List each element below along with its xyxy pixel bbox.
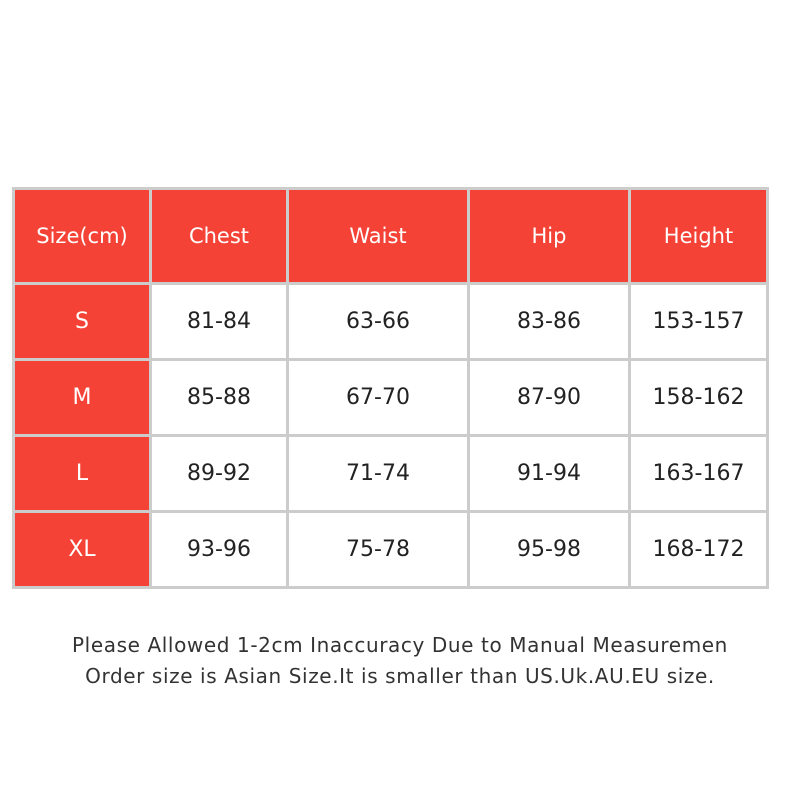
chest-cell: 81-84	[151, 284, 288, 360]
size-notes	[0, 630, 800, 692]
header-chest: Chest	[151, 189, 288, 284]
header-hip: Hip	[469, 189, 630, 284]
size-cell: S	[14, 284, 151, 360]
chest-cell: 89-92	[151, 436, 288, 512]
table-row	[14, 360, 768, 436]
waist-cell: 63-66	[288, 284, 469, 360]
header-row	[14, 189, 768, 284]
header-size: Size(cm)	[14, 189, 151, 284]
chest-cell: 85-88	[151, 360, 288, 436]
waist-cell: 75-78	[288, 512, 469, 588]
chest-cell: 93-96	[151, 512, 288, 588]
size-cell: XL	[14, 512, 151, 588]
hip-cell: 91-94	[469, 436, 630, 512]
waist-cell: 67-70	[288, 360, 469, 436]
height-cell: 163-167	[630, 436, 768, 512]
table-row	[14, 284, 768, 360]
note-accuracy: Please Allowed 1-2cm Inaccuracy Due to Manual Measuremen	[72, 633, 728, 657]
header-waist: Waist	[288, 189, 469, 284]
size-cell: M	[14, 360, 151, 436]
waist-cell: 71-74	[288, 436, 469, 512]
height-cell: 158-162	[630, 360, 768, 436]
header-height: Height	[630, 189, 768, 284]
note-asian-size: Order size is Asian Size.It is smaller than US.Uk.AU.EU size.	[85, 664, 715, 688]
height-cell: 168-172	[630, 512, 768, 588]
hip-cell: 95-98	[469, 512, 630, 588]
table-row	[14, 436, 768, 512]
table-row	[14, 512, 768, 588]
size-cell: L	[14, 436, 151, 512]
hip-cell: 87-90	[469, 360, 630, 436]
height-cell: 153-157	[630, 284, 768, 360]
size-chart-table	[12, 187, 769, 589]
hip-cell: 83-86	[469, 284, 630, 360]
